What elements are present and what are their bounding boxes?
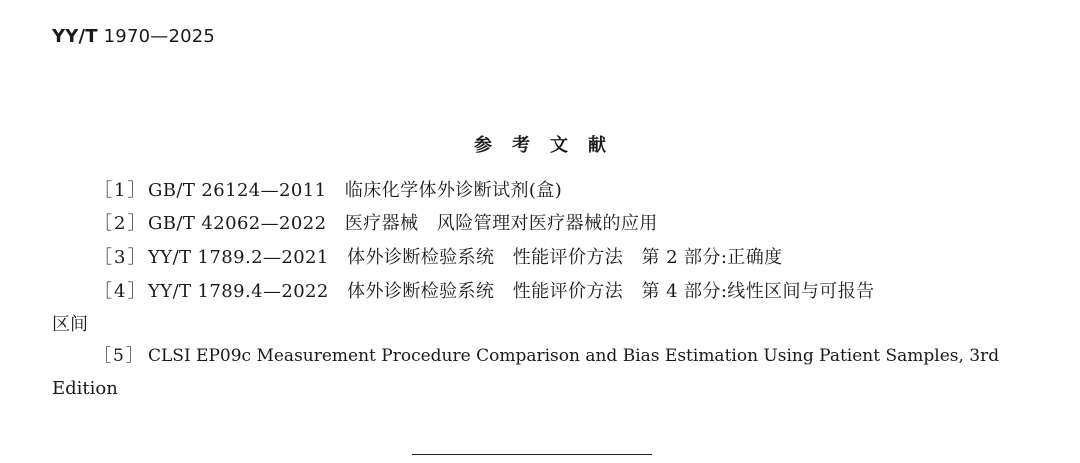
reference-number: ［3］ xyxy=(94,247,148,268)
reference-number: ［4］ xyxy=(94,281,148,302)
reference-text: YY/T 1789.2—2021 体外诊断检验系统 性能评价方法 第 2 部分:正确度 xyxy=(148,247,783,268)
reference-item xyxy=(94,281,875,303)
standard-number: 1970—2025 xyxy=(103,26,216,47)
reference-text: GB/T 26124—2011 临床化学体外诊断试剂(盒) xyxy=(148,180,563,201)
reference-item xyxy=(94,213,658,235)
reference-text: YY/T 1789.4—2022 体外诊断检验系统 性能评价方法 第 4 部分:线性区间与可报告 xyxy=(148,281,875,302)
reference-continuation: Edition xyxy=(52,378,118,399)
reference-continuation: 区间 xyxy=(52,314,88,335)
standard-code xyxy=(52,26,215,47)
footer-rule xyxy=(412,454,652,455)
section-title: 参考文献 xyxy=(474,135,626,156)
reference-text: CLSI EP09c Measurement Procedure Comparison and Bias Estimation Using Patient Samples, 3rd xyxy=(148,346,1000,366)
reference-number: ［5］ xyxy=(94,346,145,366)
reference-number: ［1］ xyxy=(94,180,148,201)
standard-prefix: YY/T xyxy=(52,26,98,47)
reference-text: GB/T 42062—2022 医疗器械 风险管理对医疗器械的应用 xyxy=(148,213,658,234)
reference-item xyxy=(94,180,562,202)
reference-number: ［2］ xyxy=(94,213,148,234)
reference-item xyxy=(94,247,783,269)
reference-item xyxy=(94,345,999,367)
